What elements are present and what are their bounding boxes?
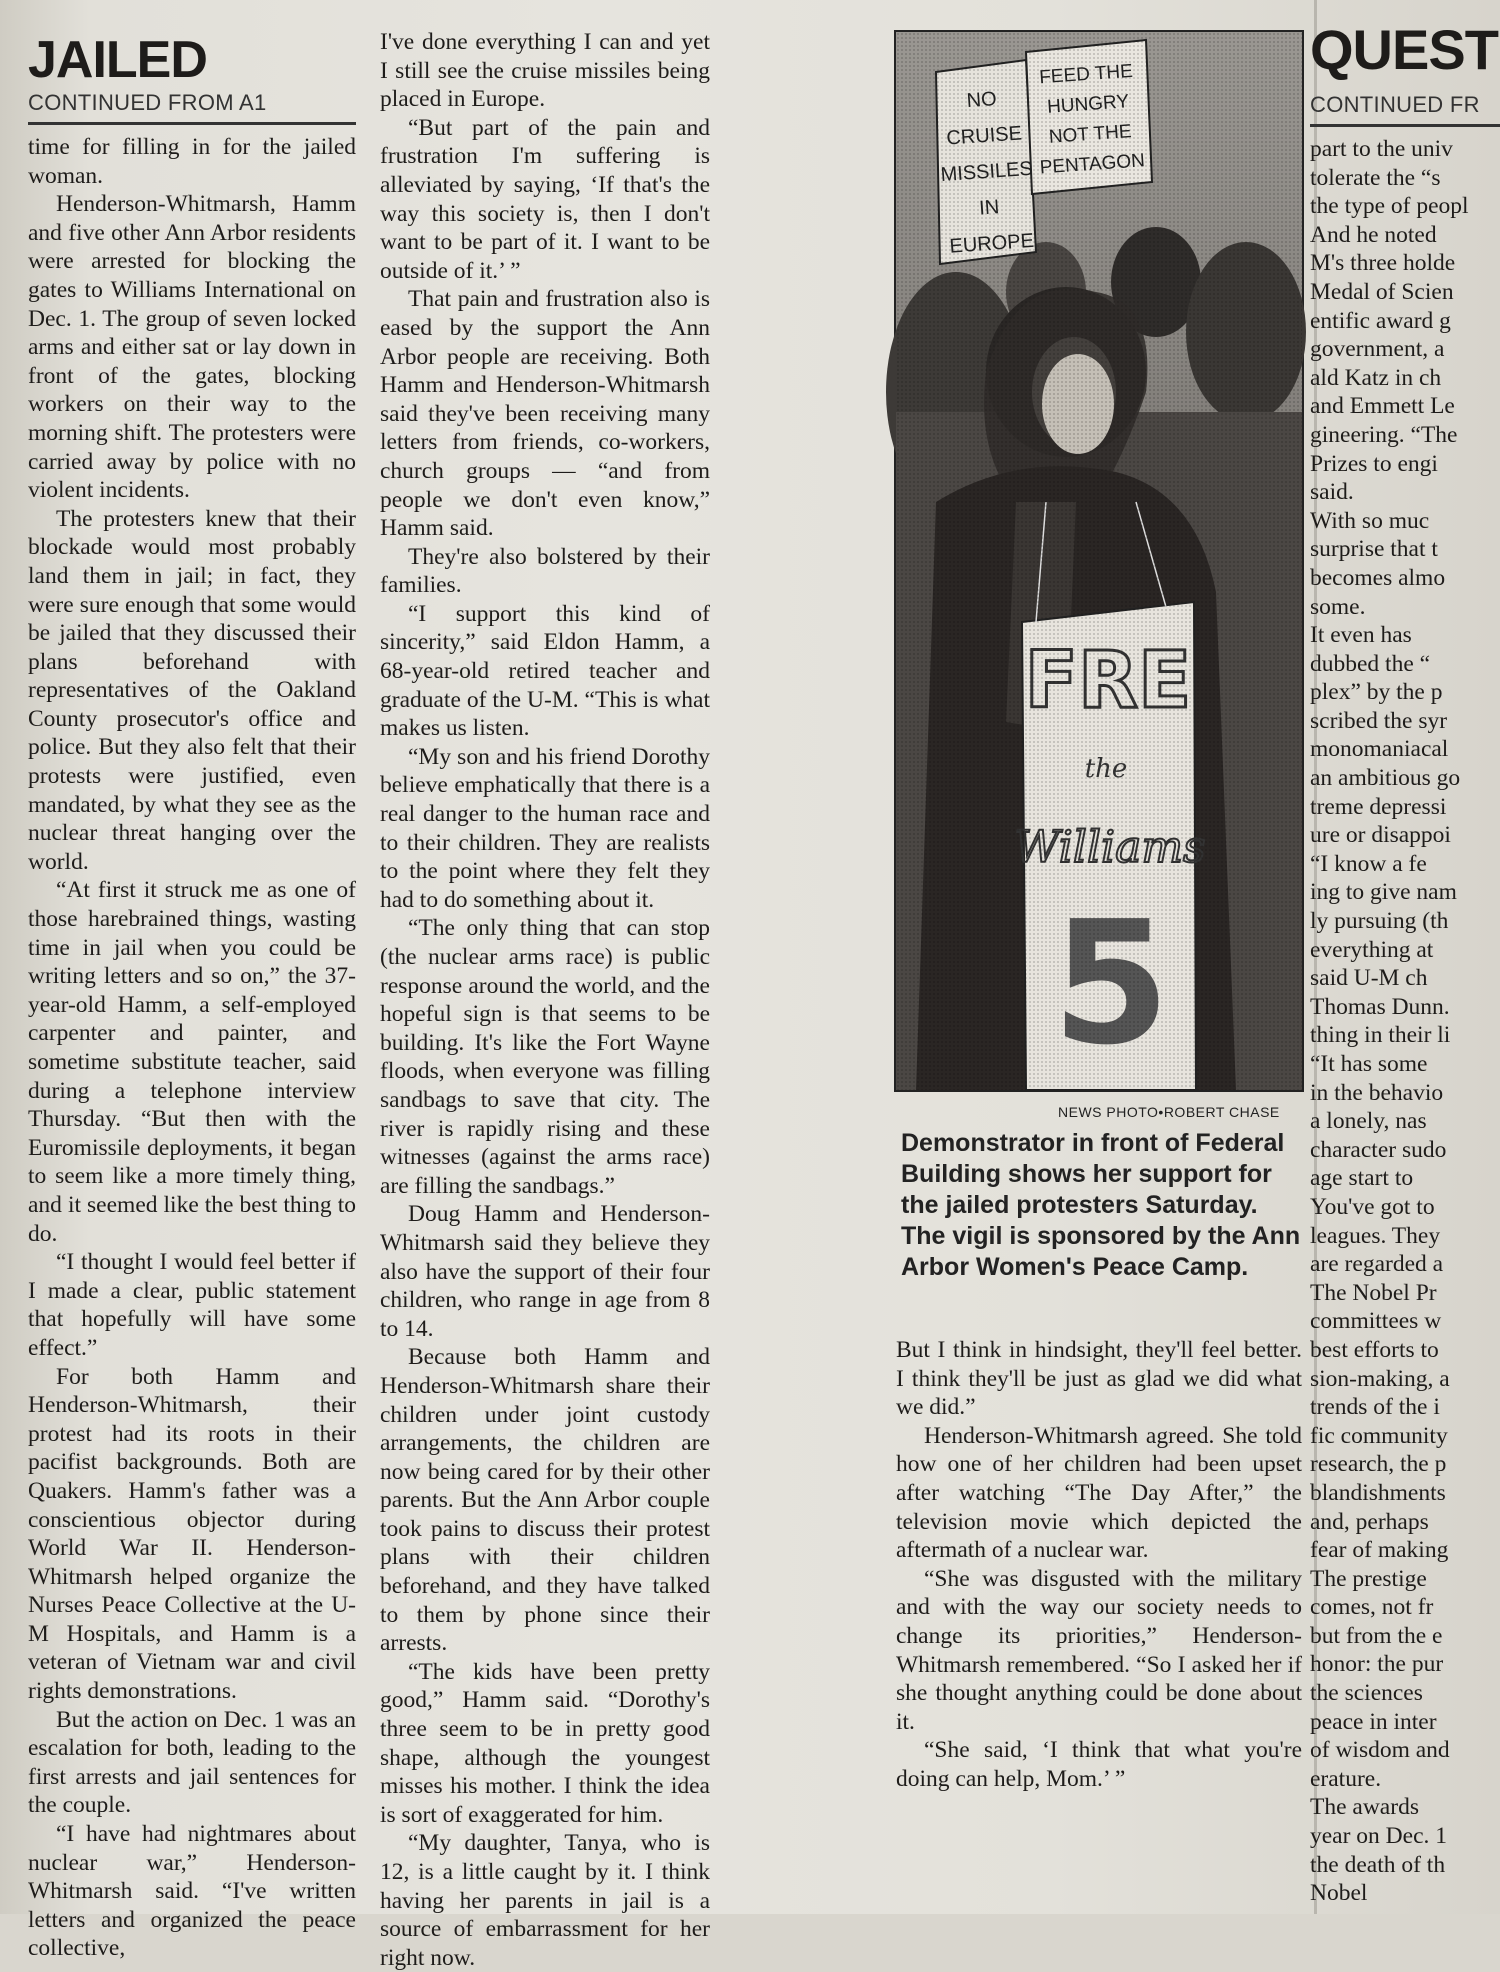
quest-line: character sudo <box>1310 1136 1447 1163</box>
paragraph: “The only thing that can stop (the nuclear arms race) is public response around the world, and the hopeful sign is that seems to be building. It's like the Fort Wayne floods, when everyone was filling sandbags to save that city. The river is rapidly rising and these witnesses (against the arms race) are filling the sandbags.” <box>380 915 710 1199</box>
photo-drawing <box>896 32 1302 1090</box>
paragraph: “She said, ‘I think that what you're doing can help, Mom.’ ” <box>896 1737 1302 1792</box>
quest-line: ing to give nam <box>1310 879 1457 906</box>
quest-line: ure or disappoi <box>1310 822 1451 849</box>
quest-line: dubbed the “ <box>1310 650 1431 677</box>
quest-line: fic community <box>1310 1422 1448 1449</box>
quest-line: honor: the pur <box>1310 1651 1444 1678</box>
quest-line: treme depressi <box>1310 793 1447 820</box>
quest-line: research, the p <box>1310 1451 1447 1478</box>
quest-line: entific award g <box>1310 307 1451 334</box>
quest-line: Medal of Scien <box>1310 278 1454 305</box>
quest-line: part to the univ <box>1310 136 1453 162</box>
quest-line: of wisdom and <box>1310 1737 1450 1764</box>
quest-line: an ambitious go <box>1310 765 1461 792</box>
paragraph: They're also bolstered by their families. <box>380 543 710 599</box>
quest-line: said U-M ch <box>1310 965 1428 992</box>
jailed-column-2 <box>380 28 710 1972</box>
quest-line: are regarded a <box>1310 1251 1444 1278</box>
jailed-column-1 <box>28 32 356 1963</box>
paragraph: The protesters knew that their blockade would most probably land them in jail; in fact, they were sure enough that some would be jailed that they discussed their plans beforehand with representatives of the Oakland County prosecutor's office and police. But they also felt that their protests were justified, even mandated, by what they see as the nuclear threat hanging over the world. <box>28 505 356 875</box>
quest-line: plex” by the p <box>1310 679 1443 706</box>
quest-line: the death of th <box>1310 1851 1446 1878</box>
quest-line: gineering. “The <box>1310 421 1458 448</box>
quest-line: The awards <box>1310 1794 1419 1821</box>
quest-line: said. <box>1310 479 1354 506</box>
column-2-text <box>380 28 710 1972</box>
quest-column-text <box>1310 135 1500 1908</box>
paragraph: But I think in hindsight, they'll feel better. I think they'll be just as glad we did what we did.” <box>896 1337 1302 1421</box>
quest-line: the type of peopl <box>1310 193 1469 220</box>
quest-line: the sciences <box>1310 1680 1423 1707</box>
paragraph: That pain and frustration also is eased by the support the Ann Arbor people are receiving. Both Hamm and Henderson-Whitmarsh said they've been receiving many letters from friends, co-workers, church groups — “and from people we don't even know,” Hamm said. <box>380 286 710 542</box>
paragraph: For both Hamm and Henderson-Whitmarsh, their protest had its roots in their pacifist backgrounds. Both are Quakers. Hamm's father was a conscientious objector during World War II. Henderson-Whitmarsh helped organize the Nurses Peace Collective at the U-M Hospitals, and Hamm is a veteran of Vietnam war and civil rights demonstrations. <box>28 1363 356 1705</box>
quest-line: best efforts to <box>1310 1336 1439 1363</box>
quest-line: a lonely, nas <box>1310 1108 1427 1135</box>
quest-line: becomes almo <box>1310 564 1446 591</box>
jailed-continued-label: CONTINUED FROM A1 <box>28 90 267 115</box>
quest-line: government, a <box>1310 336 1445 363</box>
quest-line: With so muc <box>1310 507 1430 534</box>
quest-line: in the behavio <box>1310 1079 1444 1106</box>
paragraph: “I support this kind of sincerity,” said Eldon Hamm, a 68-year-old retired teacher and graduate of the U-M. “This is what makes us listen. <box>380 600 710 742</box>
quest-line: You've got to <box>1310 1193 1435 1220</box>
column-1-text <box>28 133 356 1963</box>
paragraph: But the action on Dec. 1 was an escalation for both, leading to the first arrests and jail sentences for the couple. <box>28 1706 356 1819</box>
paragraph: Because both Hamm and Henderson-Whitmarsh share their children under joint custody arrangements, the children are now being cared for by their other parents. But the Ann Arbor couple took pains to discuss their protest plans with their children beforehand, and they have talked to them by phone since their arrests. <box>380 1344 710 1657</box>
quest-line: Prizes to engi <box>1310 450 1438 477</box>
paragraph: Henderson-Whitmarsh agreed. She told how one of her children had been upset after watching “The Day After,” the television movie which depicted the aftermath of a nuclear war. <box>896 1422 1302 1564</box>
paragraph: “At first it struck me as one of those harebrained things, wasting time in jail when you could be writing letters and so on,” the 37-year-old Hamm, a self-employed carpenter and painter, and sometime substitute teacher, said during a telephone interview Thursday. “But then with the Euromissile deployments, it began to seem like a more timely thing, and it seemed like the best thing to do. <box>28 877 356 1247</box>
quest-line: but from the e <box>1310 1622 1443 1649</box>
quest-line: and Emmett Le <box>1310 393 1455 420</box>
paragraph: “My son and his friend Dorothy believe emphatically that there is a real danger to the human race and to their children. They are realists to the point where they felt they had to do something about it. <box>380 743 710 913</box>
quest-continued-label: CONTINUED FR <box>1310 92 1480 117</box>
quest-headline-rule <box>1310 124 1500 127</box>
headline-rule <box>28 122 356 125</box>
quest-line: everything at <box>1310 936 1434 963</box>
quest-line: year on Dec. 1 <box>1310 1823 1448 1850</box>
quest-line: sion-making, a <box>1310 1365 1450 1392</box>
quest-line: Nobel <box>1310 1880 1368 1907</box>
quest-line: and, perhaps <box>1310 1508 1429 1535</box>
paragraph: I've done everything I can and yet I still see the cruise missiles being placed in Europe. <box>380 29 710 113</box>
quest-line: ly pursuing (th <box>1310 908 1449 935</box>
quest-line: comes, not fr <box>1310 1594 1434 1621</box>
news-photo <box>894 30 1304 1092</box>
quest-column <box>1310 18 1500 1914</box>
paragraph: “I have had nightmares about nuclear war,” Henderson-Whitmarsh said. “I've written letters and organized the peace collective, <box>28 1821 356 1962</box>
quest-line: fear of making <box>1310 1537 1449 1564</box>
quest-line: some. <box>1310 593 1366 620</box>
quest-line: erature. <box>1310 1765 1382 1792</box>
paragraph: time for filling in for the jailed woman. <box>28 134 356 189</box>
quest-line: It even has <box>1310 622 1412 649</box>
quest-line: The Nobel Pr <box>1310 1279 1437 1306</box>
quest-line: tolerate the “s <box>1310 164 1441 191</box>
quest-line: And he noted <box>1310 221 1437 248</box>
quest-line: The prestige <box>1310 1565 1427 1592</box>
quest-line: “It has some <box>1310 1051 1428 1077</box>
quest-line: scribed the syr <box>1310 707 1448 734</box>
quest-line: trends of the i <box>1310 1394 1440 1421</box>
quest-line: blandishments <box>1310 1479 1446 1506</box>
quest-line: “I know a fe <box>1310 850 1427 877</box>
quest-line: thing in their li <box>1310 1022 1451 1049</box>
quest-line: ald Katz in ch <box>1310 364 1442 391</box>
photo-credit: NEWS PHOTO•ROBERT CHASE <box>1058 1104 1280 1120</box>
paragraph: “But part of the pain and frustration I'm suffering is alleviated by saying, ‘If that's the way this society is, then I don't want to be part of it. I want to be outside of it.’ ” <box>380 114 710 284</box>
paragraph: “The kids have been pretty good,” Hamm said. “Dorothy's three seem to be in pretty good shape, although the youngest misses his mother. I think the idea is sort of exaggerated for him. <box>380 1658 710 1828</box>
paragraph: “I thought I would feel better if I made a clear, public statement that hopefully will have some effect.” <box>28 1249 356 1361</box>
jailed-column-3 <box>896 1336 1302 1794</box>
quest-line: age start to <box>1310 1165 1414 1192</box>
quest-line: monomaniacal <box>1310 736 1449 763</box>
quest-line: surprise that t <box>1310 536 1438 563</box>
quest-line: Thomas Dunn. <box>1310 993 1450 1020</box>
paragraph: Henderson-Whitmarsh, Hamm and five other Ann Arbor residents were arrested for blocking the gates to Williams International on Dec. 1. The group of seven locked arms and either sat or lay down in front of the gates, blocking workers on their way to the morning shift. The protesters were carried away by police with no violent incidents. <box>28 191 356 504</box>
column-3-text <box>896 1336 1302 1794</box>
paragraph: “She was disgusted with the military and with the way our society needs to change its priorities,” Henderson-Whitmarsh remembered. “So I asked her if she thought anything could be done about it. <box>896 1565 1302 1735</box>
quest-line: M's three holde <box>1310 250 1456 277</box>
quest-line: committees w <box>1310 1308 1442 1335</box>
paragraph: Doug Hamm and Henderson-Whitmarsh said they believe they also have the support of their four children, who range in age from 8 to 14. <box>380 1201 710 1342</box>
jailed-headline: JAILED <box>28 31 207 89</box>
quest-line: leagues. They <box>1310 1222 1441 1249</box>
photo-caption: Demonstrator in front of Federal Building shows her support for the jailed protesters Saturday. The vigil is sponsored by the Ann Arbor Women's Peace Camp. <box>901 1129 1301 1281</box>
paragraph: “My daughter, Tanya, who is 12, is a little caught by it. I think having her parents in jail is a source of embarrassment for her right now. <box>380 1830 710 1971</box>
quest-headline: QUEST <box>1310 18 1498 81</box>
quest-line: peace in inter <box>1310 1708 1437 1735</box>
